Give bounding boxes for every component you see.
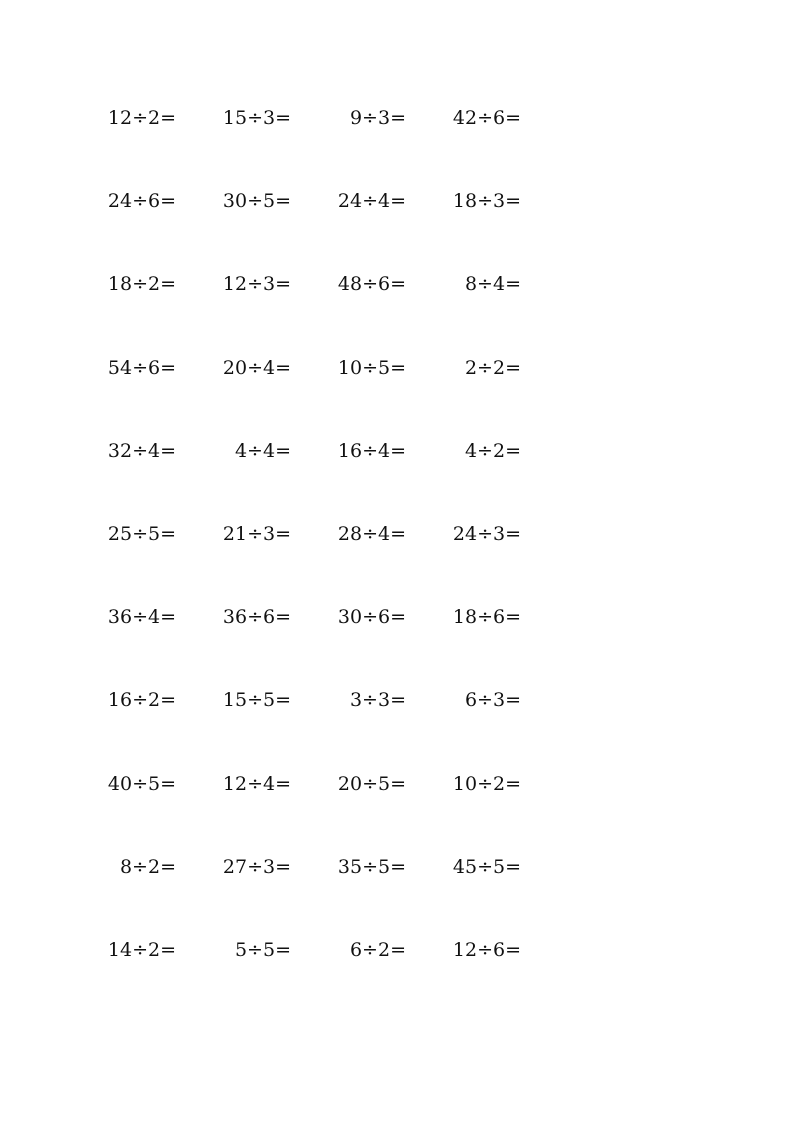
- division-problem: 12÷2=: [107, 107, 176, 129]
- problem-row: [100, 766, 540, 849]
- problem-row: [100, 350, 540, 433]
- problem-row: [100, 266, 540, 349]
- division-problem: 54÷6=: [107, 356, 176, 379]
- division-problem: 24÷4=: [337, 190, 406, 213]
- division-problem: 16÷4=: [337, 439, 406, 462]
- division-problem: 14÷2=: [107, 938, 176, 961]
- division-problem: 25÷5=: [107, 522, 176, 545]
- division-problem: 15÷5=: [222, 689, 291, 712]
- problem-row: [100, 682, 540, 765]
- division-problem: 4÷2=: [464, 439, 521, 462]
- division-problem: 30÷6=: [337, 606, 406, 629]
- division-problem: 24÷6=: [107, 190, 176, 213]
- division-problem: 24÷3=: [452, 522, 521, 545]
- division-problem: 45÷5=: [452, 855, 521, 878]
- division-problem: 20÷4=: [222, 356, 291, 379]
- division-problem: 18÷2=: [107, 273, 176, 296]
- division-problem: 20÷5=: [337, 772, 406, 795]
- division-problem: 18÷3=: [452, 190, 521, 213]
- division-problem: 18÷6=: [452, 606, 521, 629]
- division-problem: 8÷2=: [119, 855, 176, 878]
- division-problem: 36÷4=: [107, 606, 176, 629]
- division-problem: 4÷4=: [234, 439, 291, 462]
- division-problem: 6÷3=: [464, 689, 521, 712]
- division-problem: 6÷2=: [349, 938, 406, 961]
- division-problem: 32÷4=: [107, 439, 176, 462]
- problem-row: [100, 849, 540, 932]
- division-problem: 27÷3=: [222, 855, 291, 878]
- problem-row: [100, 100, 540, 183]
- division-problem: 10÷2=: [452, 772, 521, 795]
- division-problem: 42÷6=: [452, 107, 521, 129]
- division-problem: 12÷3=: [222, 273, 291, 296]
- division-problem: 9÷3=: [349, 107, 406, 129]
- division-problem: 40÷5=: [107, 772, 176, 795]
- division-problem: 30÷5=: [222, 190, 291, 213]
- division-problem: 28÷4=: [337, 522, 406, 545]
- division-problem: 21÷3=: [222, 522, 291, 545]
- division-problem: 36÷6=: [222, 606, 291, 629]
- division-problem: 12÷4=: [222, 772, 291, 795]
- division-problem: 35÷5=: [337, 855, 406, 878]
- problem-row: [100, 516, 540, 599]
- division-problem-grid: [100, 100, 540, 1015]
- division-problem: 8÷4=: [464, 273, 521, 296]
- division-problem: 48÷6=: [337, 273, 406, 296]
- division-problem: 12÷6=: [452, 938, 521, 961]
- division-problem: 5÷5=: [234, 938, 291, 961]
- division-problem: 16÷2=: [107, 689, 176, 712]
- division-problem: 2÷2=: [464, 356, 521, 379]
- problem-row: [100, 932, 540, 1015]
- problem-row: [100, 599, 540, 682]
- division-problem: 10÷5=: [337, 356, 406, 379]
- problem-row: [100, 183, 540, 266]
- problem-row: [100, 433, 540, 516]
- division-problem: 3÷3=: [349, 689, 406, 712]
- division-problem: 15÷3=: [222, 107, 291, 129]
